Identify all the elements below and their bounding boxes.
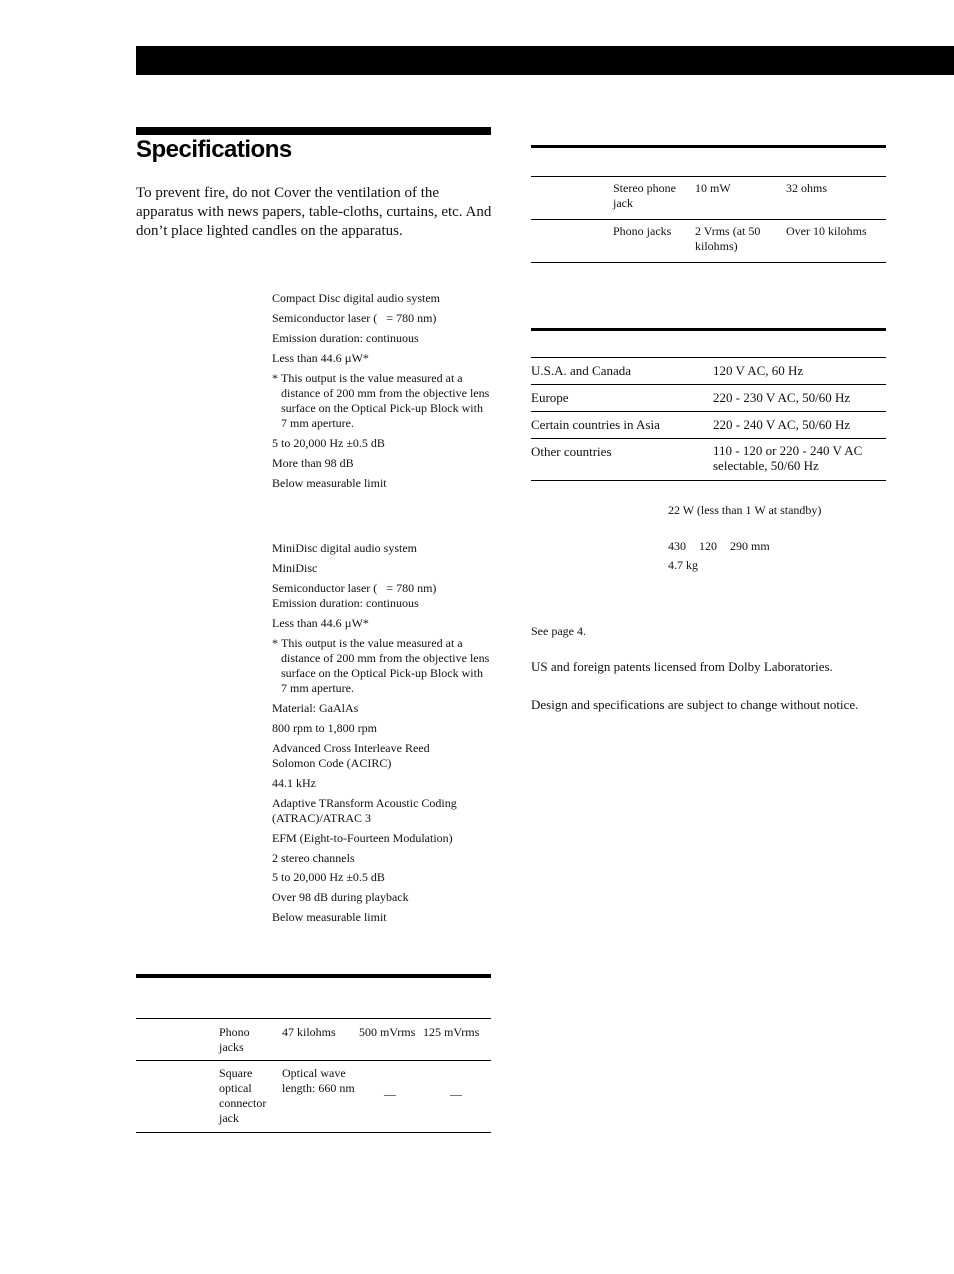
md-snr: Over 98 dB during playback: [272, 890, 409, 904]
dimension-height: 120: [699, 539, 717, 553]
table-top-rule: [136, 974, 491, 978]
output-level: 10 mW: [695, 181, 731, 195]
table-row-rule: [136, 1060, 491, 1061]
supplied-accessories-ref: See page 4.: [531, 624, 586, 638]
output-jack-type: Stereo phone jack: [613, 181, 676, 210]
table-bottom-rule: [136, 1132, 491, 1133]
input-minimum-level: 125 mVrms: [423, 1025, 480, 1039]
cd-laser-output: Less than 44.6 µW*: [272, 351, 369, 365]
md-revolutions: 800 rpm to 1,800 rpm: [272, 721, 377, 735]
power-requirement: 110 - 120 or 220 - 240 V AC selectable, 50/60 Hz: [713, 443, 863, 473]
table-row-rule: [531, 384, 886, 385]
md-emission: Emission duration: continuous: [272, 596, 419, 610]
fire-warning-paragraph: To prevent fire, do not Cover the ventilation of the apparatus with news papers, table-cloths, curtains, etc. And don’t place lighted candles on the apparatus.: [136, 185, 492, 239]
md-error-correction: Advanced Cross Interleave Reed Solomon Code (ACIRC): [272, 741, 430, 770]
table-bottom-rule: [531, 480, 886, 481]
md-modulation: EFM (Eight-to-Fourteen Modulation): [272, 831, 453, 845]
md-laser-material: Material: GaAlAs: [272, 701, 359, 715]
power-area: Other countries: [531, 444, 612, 459]
cd-snr: More than 98 dB: [272, 456, 354, 470]
power-area: U.S.A. and Canada: [531, 363, 632, 378]
md-sampling-frequency: 44.1 kHz: [272, 776, 316, 790]
dimension-depth: 290 mm: [730, 539, 770, 553]
md-channels: 2 stereo channels: [272, 851, 355, 865]
power-area: Certain countries in Asia: [531, 417, 660, 432]
input-jack-type: Square optical connector jack: [219, 1066, 267, 1125]
input-rated-level: —: [384, 1087, 396, 1101]
dimension-width: 430: [668, 539, 686, 553]
cd-system: Compact Disc digital audio system: [272, 291, 440, 305]
output-level: 2 Vrms (at 50 kilohms): [695, 224, 761, 253]
md-laser: Semiconductor laser ( = 780 nm): [272, 581, 437, 595]
footnote-mark: *: [272, 371, 278, 385]
table-header-rule: [531, 357, 886, 358]
power-requirement: 220 - 240 V AC, 50/60 Hz: [713, 417, 851, 432]
table-row-rule: [531, 411, 886, 412]
page-title: Specifications: [136, 136, 292, 163]
table-bottom-rule: [531, 262, 886, 263]
input-minimum-level: —: [450, 1087, 462, 1101]
header-bar: [136, 46, 954, 75]
input-jack-type: Phono jacks: [219, 1025, 250, 1054]
md-coding: Adaptive TRansform Acoustic Coding (ATRAC)/ATRAC 3: [272, 796, 457, 825]
power-requirement: 220 - 230 V AC, 50/60 Hz: [713, 390, 851, 405]
md-footnote: [272, 636, 490, 696]
cd-footnote: [272, 371, 490, 431]
cd-frequency-response: 5 to 20,000 Hz ±0.5 dB: [272, 436, 385, 450]
input-impedance: 47 kilohms: [282, 1025, 336, 1039]
input-impedance: Optical wave length: 660 nm: [282, 1066, 355, 1095]
table-header-rule: [136, 1018, 491, 1019]
cd-emission: Emission duration: continuous: [272, 331, 419, 345]
cd-wow-flutter: Below measurable limit: [272, 476, 387, 490]
input-rated-level: 500 mVrms: [359, 1025, 416, 1039]
output-jack-type: Phono jacks: [613, 224, 672, 238]
power-consumption: 22 W (less than 1 W at standby): [668, 503, 822, 517]
md-system: MiniDisc digital audio system: [272, 541, 417, 555]
power-area: Europe: [531, 390, 569, 405]
table-header-rule: [531, 176, 886, 177]
output-load-impedance: Over 10 kilohms: [786, 224, 867, 238]
cd-laser: Semiconductor laser ( = 780 nm): [272, 311, 437, 325]
dolby-patent-note: US and foreign patents licensed from Dolby Laboratories.: [531, 659, 833, 674]
table-top-rule: [531, 145, 886, 148]
title-rule: [136, 127, 491, 135]
cd-footnote-text: This output is the value measured at a distance of 200 mm from the objective lens surface on the Optical Pick-up Block with 7 mm aperture.: [281, 371, 490, 430]
output-load-impedance: 32 ohms: [786, 181, 828, 195]
table-top-rule: [531, 328, 886, 331]
table-row-rule: [531, 438, 886, 439]
mass: 4.7 kg: [668, 558, 698, 572]
md-frequency-response: 5 to 20,000 Hz ±0.5 dB: [272, 870, 385, 884]
md-footnote-text: This output is the value measured at a distance of 200 mm from the objective lens surface on the Optical Pick-up Block with 7 mm aperture.: [281, 636, 490, 695]
md-wow-flutter: Below measurable limit: [272, 910, 387, 924]
change-notice: Design and specifications are subject to change without notice.: [531, 697, 859, 712]
md-disc: MiniDisc: [272, 561, 318, 575]
md-laser-output: Less than 44.6 µW*: [272, 616, 369, 630]
power-requirement: 120 V AC, 60 Hz: [713, 363, 804, 378]
table-row-rule: [531, 219, 886, 220]
footnote-mark: *: [272, 636, 278, 650]
